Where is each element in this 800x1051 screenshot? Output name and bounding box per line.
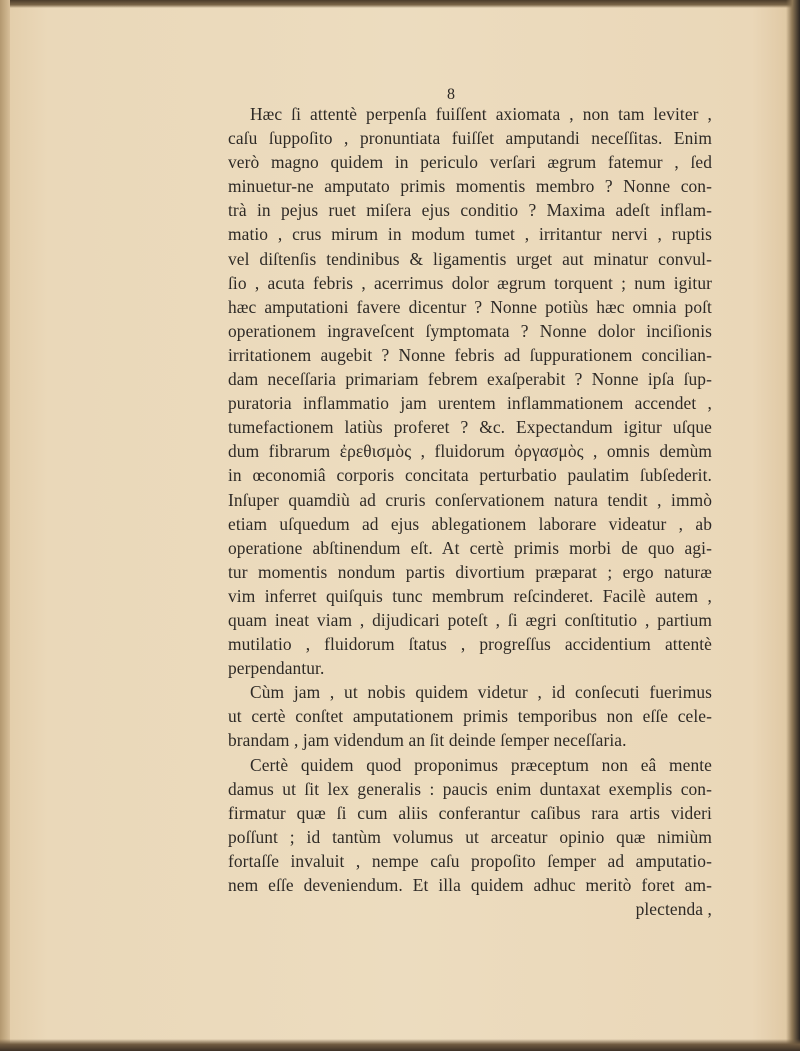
- text-line: damus ut ſit lex generalis : paucis enim duntaxat exemplis con-: [228, 778, 712, 799]
- body-text: [228, 102, 712, 921]
- text-line: operationem ingraveſcent ſymptomata ? Nonne dolor inciſionis: [228, 320, 712, 341]
- text-line: trà in pejus ruet miſera ejus conditio ? Maxima adeſt inflam-: [228, 200, 712, 221]
- text-line: tur momentis nondum partis divortium præparat ; ergo naturæ: [228, 561, 712, 582]
- page-left-edge: [0, 0, 10, 1051]
- page-right-edge: [786, 0, 800, 1051]
- page-number: 8: [447, 86, 455, 103]
- text-line: nem eſſe deveniendum. Et illa quidem adhuc meritò foret am-: [228, 875, 712, 895]
- text-line: brandam , jam videndum an ſit deinde ſemper neceſſaria.: [228, 730, 627, 751]
- text-line: poſſunt ; id tantùm volumus ut arceatur opinio quæ nimiùm: [228, 826, 712, 847]
- page-bottom-edge: [0, 1039, 800, 1051]
- text-line: minuetur-ne amputato primis momentis membro ? Nonne con-: [228, 176, 712, 197]
- text-line: dam neceſſaria primariam febrem exaſperabit ? Nonne ipſa ſup-: [228, 369, 712, 390]
- text-line: Inſuper quamdiù ad cruris conſervationem natura tendit , immò: [228, 489, 712, 510]
- text-line: firmatur quæ ſi cum aliis conferantur caſibus rara artis videri: [228, 802, 712, 823]
- text-line: Cùm jam , ut nobis quidem videtur , id conſecuti fuerimus: [250, 682, 712, 703]
- text-line: dum fibrarum ἐρεθισμὸς , fluidorum ὀργασμὸς , omnis demùm: [228, 441, 712, 462]
- text-line: quam ineat viam , dijudicari poteſt , ſi ægri conſtitutio , partium: [228, 609, 712, 630]
- catchword: plectenda ,: [635, 899, 712, 920]
- text-line: perpendantur.: [228, 658, 325, 679]
- page-top-edge: [0, 0, 800, 8]
- text-line: matio , crus mirum in modum tumet , irritantur nervi , ruptis: [228, 224, 712, 245]
- text-line: Certè quidem quod proponimus præceptum non eâ mente: [250, 754, 712, 775]
- text-line: vim inferret quiſquis tunc membrum reſcinderet. Facilè autem ,: [228, 585, 712, 606]
- text-line: ut certè conſtet amputationem primis temporibus non eſſe cele-: [228, 706, 712, 727]
- text-line: ſio , acuta febris , acerrimus dolor ægrum torquent ; num igitur: [228, 272, 712, 293]
- text-line: caſu ſuppoſito , pronuntiata fuiſſet amputandi neceſſitas. Enim: [228, 128, 712, 149]
- text-line: mutilatio , fluidorum ſtatus , progreſſus accidentium attentè: [228, 634, 712, 655]
- text-line: Hæc ſi attentè perpenſa fuiſſent axiomata , non tam leviter ,: [250, 104, 712, 124]
- text-line: fortaſſe invaluit , nempe caſu propoſito ſemper ad amputatio-: [228, 850, 712, 871]
- text-line: vel diſtenſis tendinibus & ligamentis urget aut minatur convul-: [228, 248, 712, 269]
- text-line: verò magno quidem in periculo verſari ægrum fatemur , ſed: [228, 152, 712, 173]
- text-line: tumefactionem latiùs proferet ? &c. Expectandum igitur uſque: [228, 417, 712, 438]
- text-line: etiam uſquedum ad ejus ablegationem laborare videatur , ab: [228, 513, 712, 534]
- text-line: operatione abſtinendum eſt. At certè primis morbi de quo agi-: [228, 537, 712, 558]
- text-line: in œconomiâ corporis concitata perturbatio paulatim ſubſederit.: [228, 465, 712, 486]
- text-line: hæc amputationi favere dicentur ? Nonne potiùs hæc omnia poſt: [228, 296, 712, 317]
- text-line: puratoria inflammatio jam urentem inflammationem accendet ,: [228, 393, 712, 414]
- text-line: irritationem augebit ? Nonne febris ad ſuppurationem concilian-: [228, 344, 712, 365]
